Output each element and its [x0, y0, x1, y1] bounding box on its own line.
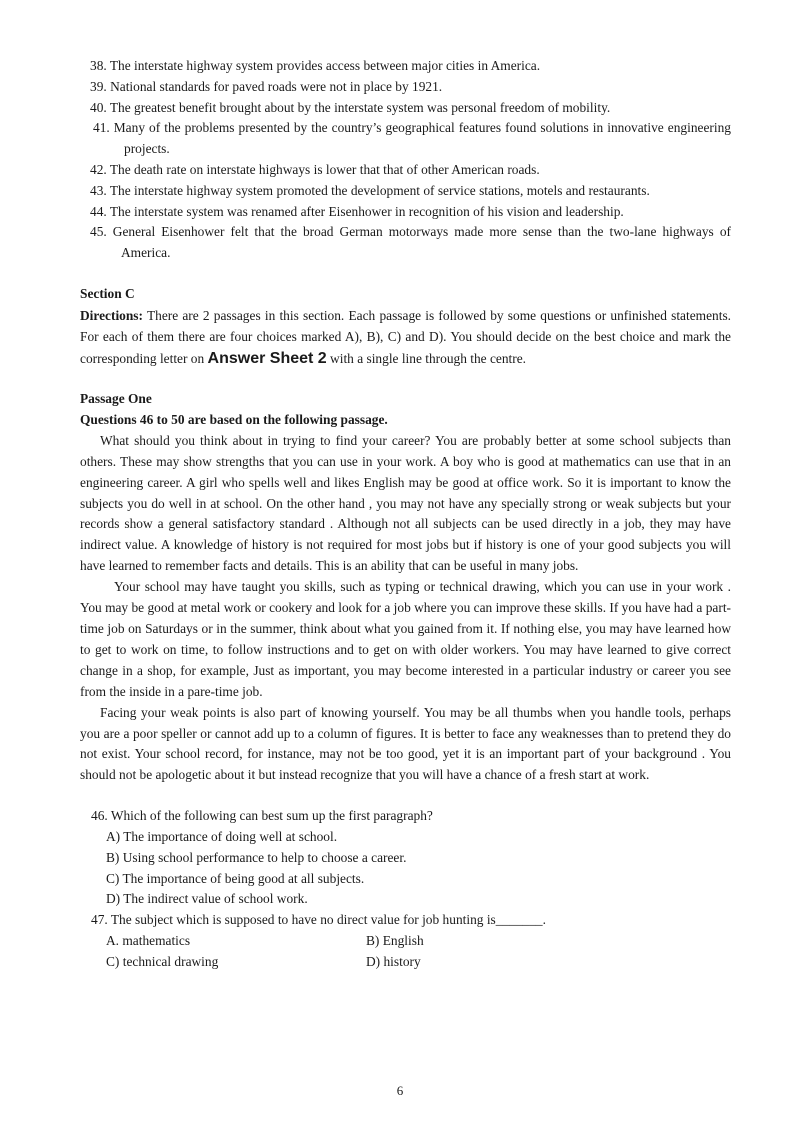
question-46-option-b: B) Using school performance to help to choose a career. — [106, 849, 407, 865]
statement-42: 42. The death rate on interstate highways is lower that that of other American roads. — [90, 161, 540, 177]
statement-45: 45. General Eisenhower felt that the broad German motorways made more sense than the two-lane highways of America. — [90, 224, 731, 261]
statement-39: 39. National standards for paved roads were not in place by 1921. — [90, 78, 443, 94]
statement-41: 41. Many of the problems presented by the country’s geographical features found solutions in innovative engineering projects. — [93, 120, 731, 157]
question-47-options-row-1 — [80, 931, 731, 952]
page-number: 6 — [396, 1083, 404, 1098]
answer-sheet-label: Answer Sheet 2 — [207, 349, 327, 367]
directions-label: Directions: — [80, 307, 143, 323]
statement-38: 38. The interstate highway system provides access between major cities in America. — [90, 58, 541, 73]
section-c-directions — [80, 305, 731, 370]
statement-list — [80, 56, 731, 264]
question-46-option-d: D) The indirect value of school work. — [106, 891, 308, 907]
question-46-stem: 46. Which of the following can best sum up the first paragraph? — [91, 808, 433, 824]
statement-43: 43. The interstate highway system promoted the development of service stations, motels and restaurants. — [90, 182, 650, 198]
question-47-option-d: D) history — [366, 953, 421, 969]
statement-40: 40. The greatest benefit brought about by the interstate system was personal freedom of mobility. — [90, 99, 611, 115]
question-47-option-a: A. mathematics — [106, 933, 191, 949]
document-page — [80, 56, 731, 973]
directions-text-1: There are 2 passages in this section. Each passage is followed by some questions or unfinished statements. For each of them there are four choices marked A), B), C) and D). You should decide on the best choice and mark the corresponding letter on — [80, 307, 731, 366]
question-46-option-c: C) The importance of being good at all subjects. — [106, 870, 365, 886]
passage-paragraph-3: Facing your weak points is also part of knowing yourself. You may be all thumbs when you handle tools, perhaps you are a poor speller or cannot add up to a column of figures. It is better to face any weaknesses than to pretend they do not exist. Your school record, for instance, may not be too good, yet it is an important part of your background . You should not be apologetic about it but instead recognize that you will have a chance of a fresh start at work. — [80, 704, 731, 783]
question-47-option-b: B) English — [366, 933, 424, 949]
statement-44: 44. The interstate system was renamed after Eisenhower in recognition of his vision and leadership. — [90, 203, 624, 219]
section-c-title: Section C — [80, 285, 135, 301]
question-47-options-row-2 — [80, 952, 731, 973]
passage-title: Passage One — [80, 391, 152, 407]
question-46-option-a: A) The importance of doing well at school. — [106, 829, 338, 845]
question-47-option-c: C) technical drawing — [106, 953, 219, 969]
passage-paragraph-1: What should you think about in trying to find your career? You are probably better at some school subjects than others. These may show strengths that you can use in your work. A boy who is good at mathematics can use that in an engineering career. A girl who spells well and likes English may be good at office work. So it is important to know the subjects you do well in at school. On the other hand , you may not have any specially strong or weak subjects but your records show a general satisfactory standard . Although not all subjects can be used directly in a job, they may have indirect value. A knowledge of history is not required for most jobs but if history is one of your good subjects you will have learned to remember facts and details. This is an ability that can be useful in many jobs. — [80, 432, 731, 574]
question-47-stem: 47. The subject which is supposed to have no direct value for job hunting is_______. — [91, 912, 546, 928]
passage-subtitle: Questions 46 to 50 are based on the following passage. — [80, 412, 388, 428]
passage-paragraph-2: Your school may have taught you skills, such as typing or technical drawing, which you can use in your work . You may be good at metal work or cookery and look for a job where you can improve these skills. If you have had a part-time job on Saturdays or in the summer, think about what you gained from it. If nothing else, you may have learned how to get to work on time, to follow instructions and to get on with older workers. You may have learned to give correct change in a shop, for example, Just as important, you may become interested in a particular industry or career you see from the inside in a pare-time job. — [80, 579, 731, 699]
directions-text-2: with a single line through the centre. — [326, 350, 527, 366]
